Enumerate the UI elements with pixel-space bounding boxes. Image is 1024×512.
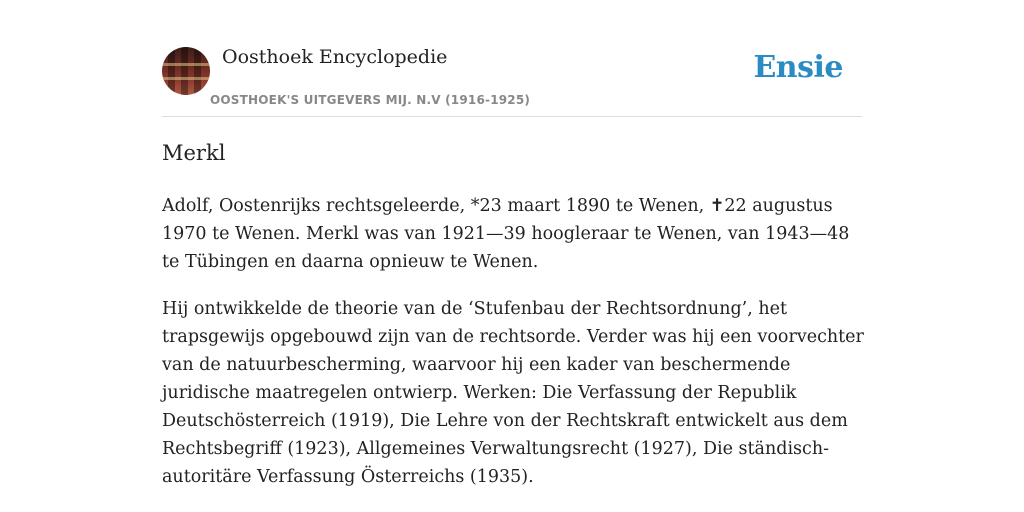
entry-paragraph: Adolf, Oostenrijks rechtsgeleerde, *23 maart 1890 te Wenen, ✝22 augustus 1970 te Wenen. Merkl was van 1921—39 hoogleraar te Wenen, van 1943—48 te Tübingen en daarna opnieuw te Wenen. (162, 196, 850, 272)
ensie-logo-link[interactable]: Ensie (753, 50, 843, 85)
encyclopedia-avatar[interactable] (162, 47, 210, 95)
header (162, 0, 862, 117)
book-spine-icon (194, 47, 201, 95)
entry-body (162, 192, 867, 510)
book-band-icon (162, 77, 210, 80)
entry-paragraph: Hij ontwikkelde de theorie van de ‘Stufenbau der Rechtsordnung’, het trapsgewijs opgebouwd zijn van de rechtsorde. Verder was hij een voorvechter van de natuurbescherming, waarvoor hij een kader van beschermende juridische maatregelen ontwierp. Werken: Die Verfassung der Republik Deutschösterreich (1919), Die Lehre von der Rechtskraft entwickelt aus dem Rechtsbegriff (1923), Allgemeines Verwaltungsrecht (1927), Die ständisch-autoritäre Verfassung Österreichs (1935). (162, 299, 864, 487)
site-title-link[interactable]: Oosthoek Encyclopedie (222, 46, 448, 68)
entry-title: Merkl (162, 141, 226, 165)
page (162, 0, 864, 487)
publisher-label: OOSTHOEK'S UITGEVERS MIJ. N.V (1916-1925) (210, 93, 531, 107)
book-spine-icon (181, 47, 188, 95)
book-band-icon (162, 63, 210, 66)
book-spine-icon (168, 47, 175, 95)
